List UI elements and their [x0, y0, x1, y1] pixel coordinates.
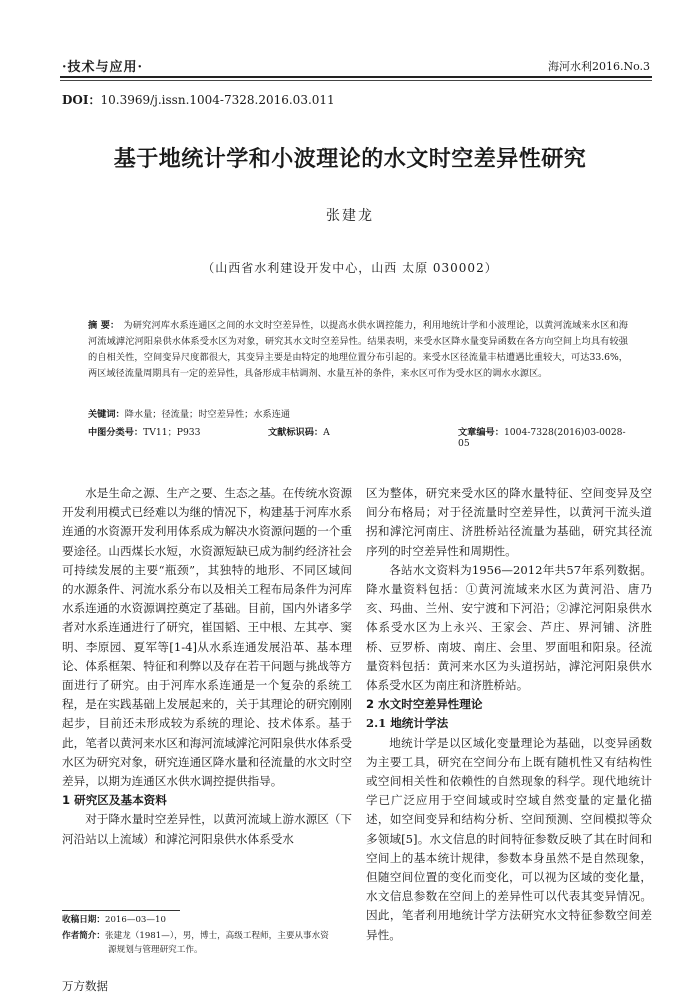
clc-number [88, 424, 200, 438]
watermark: 万方数据 [62, 979, 108, 993]
header-rule-thick [60, 76, 652, 78]
article-number-value: 1004-7328(2016)03-0028-05 [458, 427, 626, 449]
author-bio-label: 作者简介： [62, 931, 105, 941]
received-label: 收稿日期： [62, 915, 105, 925]
section-1-paragraph-cont: 区为整体，研究来受水区的降水量特征、空间变异及空间分布格局；对于径流量时空差异性，以黄河干流头道拐和滹沱河南庄、济胜桥站径流量为基础，研究其径流序列的时空差异性和周期性。 [366, 486, 652, 558]
author-bio-cont: 源规划与管理研究工作。 [108, 945, 203, 955]
clc-label: 中图分类号： [88, 427, 144, 438]
footnote-rule [62, 910, 180, 911]
doi-value[interactable]: 10.3969/j.issn.1004-7328.2016.03.011 [100, 93, 335, 107]
author-name: 张建龙 [326, 208, 374, 224]
intro-paragraph: 水是生命之源、生产之要、生态之基。在传统水资源开发利用模式已经难以为继的情况下，构建基于河库水系连通的水资源开发利用体系成为解决水资源问题的一个重要途径。山西煤长水短，水资源短缺已成为制约经济社会可持续发展的主要“瓶颈”，其独特的地形、不同区域间的水源条件、河流水系分布以及相关工程布局条件为河库水系连通的水资源调控奠定了基础。目前，国内外诸多学者对水系连通进行了研究，崔国韬、王中根、左其亭、窦明、李原园、夏军等[1-4]从水系连通发展沿革、基本理论、体系框架、特征和利弊以及存在若干问题与挑战等方面进行了研究。由于河库水系连通是一个复杂的系统工程，是在实践基础上发展起来的，关于其理论的研究刚刚起步，目前还未形成较为系统的理论、技术体系。基于此，笔者以黄河来水区和海河流域滹沱河阳泉供水体系受水区为研究对象，研究连通区降水量和径流量的水文时空差异，以期为连通区水供水调控提供指导。 [62, 486, 352, 789]
section-1-paragraph: 对于降水量时空差异性，以黄河流域上游水源区（下河沿站以上流域）和滹沱河阳泉供水体系受水 [62, 812, 352, 846]
header-rule-thin [60, 80, 652, 81]
abstract-label: 摘 要： [88, 320, 120, 331]
section-2-1-heading: 2.1 地统计学法 [366, 716, 449, 731]
section-label: ·技术与应用· [62, 60, 144, 75]
data-paragraph: 各站水文资料为1956—2012年共57年系列数据。降水量资料包括：①黄河流域来水区为黄河沿、唐乃亥、玛曲、兰州、安宁渡和下河沿；②滹沱河阳泉供水体系受水区为上永兴、王家会、芦庄、界河铺、济胜桥、豆罗桥、南坡、南庄、会里、罗面咀和阳泉。径流量资料包括：黄河来水区为头道拐站，滹沱河阳泉供水体系受水区为南庄和济胜桥站。 [366, 562, 652, 693]
received-date [62, 913, 352, 927]
doc-code-label: 文献标识码： [268, 427, 324, 438]
journal-issue: 海河水利2016.No.3 [547, 60, 650, 73]
doi-label: DOI： [62, 93, 101, 107]
paper-title: 基于地统计学和小波理论的水文时空差异性研究 [113, 147, 587, 172]
geostatistics-paragraph: 地统计学是以区域化变量理论为基础，以变异函数为主要工具，研究在空间分布上既有随机性又有结构性或空间相关性和依赖性的自然现象的科学。现代地统计学已广泛应用于空间域或时空域自然变量的定量化描述，如空间变异和结构分析、空间预测、空间模拟等众多领域[5]。水文信息的时间特征参数反映了其在时间和空间上的基本统计规律，参数本身虽然不是自然现象，但随空间位置的变化而变化，可以视为区域的变化量，水文信息参数在空间上的差异性可以代表其变异情况。因此，笔者利用地统计学方法研究水文特征参数空间差异性。 [366, 735, 652, 942]
author-bio [62, 929, 352, 943]
abstract [88, 318, 628, 382]
keywords [88, 406, 628, 420]
article-number [458, 424, 628, 449]
author-affiliation: （山西省水利建设开发中心，山西 太原 030002） [202, 261, 498, 275]
section-1-heading: 1 研究区及基本资料 [62, 793, 167, 808]
abstract-text: 为研究河库水系连通区之间的水文时空差异性，以提高水供水调控能力，利用地统计学和小波理论，以黄河流域来水区和海河流域滹沱河阳泉供水体系受水区为对象，研究其水文时空差异性。结果表明，来受水区降水量变异函数在各方向空间上均具有较强的自相关性，空间变异尺度都很大，其变异主要是由特定的地理位置分布引起的。来受水区径流量丰枯遭遇比重较大，可达33.6%，两区域径流量周期具有一定的差异性，具备形成丰枯调剂、水量互补的条件，来水区可作为受水区的调水水源区。 [88, 320, 628, 379]
body-column-right [366, 484, 652, 945]
keywords-label: 关键词： [88, 409, 125, 420]
author-bio-text: 张建龙（1981—），男，博士，高级工程师，主要从事水资 [104, 931, 329, 941]
section-2-heading: 2 水文时空差异性理论 [366, 697, 483, 712]
doi-line [62, 91, 335, 108]
doc-code [268, 424, 330, 438]
received-value: 2016—03—10 [104, 915, 166, 925]
clc-value: TV11；P933 [143, 427, 201, 438]
keywords-text: 降水量；径流量；时空差异性；水系连通 [124, 409, 291, 420]
article-number-label: 文章编号： [458, 427, 504, 438]
body-column-left [62, 484, 352, 849]
doc-code-value: A [323, 427, 330, 438]
